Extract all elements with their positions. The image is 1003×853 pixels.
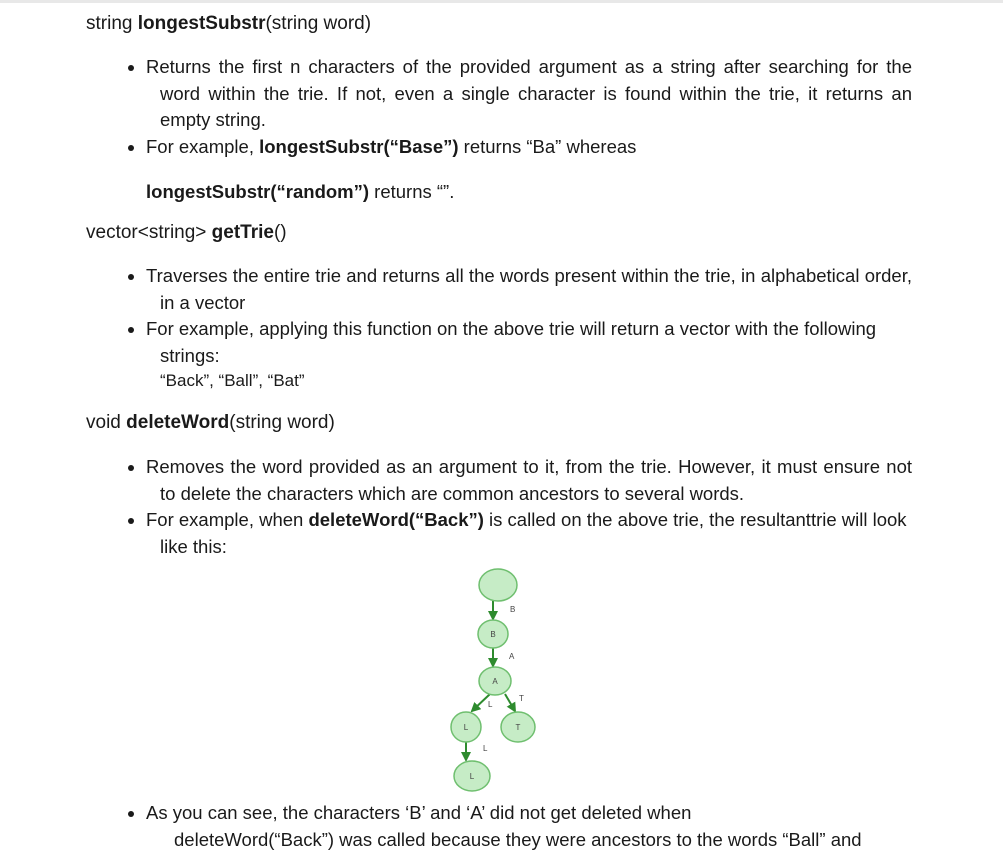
string-list: “Back”, “Ball”, “Bat” bbox=[160, 371, 305, 390]
return-type: string bbox=[86, 13, 138, 34]
trie-edge bbox=[505, 694, 515, 711]
bullet-text: Returns the first n characters of the provided argument as a string after searching for the word within the trie. If not, even a single character is found within the trie, it returns an empty string. bbox=[146, 56, 912, 130]
bullet-text: As you can see, the characters ‘B’ and ‘A’ did not get deleted when deleteWord(“Back”) was called because they were ancestors to the words “Ball” and bbox=[146, 802, 862, 850]
bullet-text: Removes the word provided as an argument to it, from the trie. However, it must ensure not to delete the characters which are common ancestors to several words. bbox=[146, 456, 912, 504]
code-example: deleteWord(“Back”) bbox=[308, 509, 484, 530]
trie-node-label: A bbox=[492, 677, 498, 686]
function-name: getTrie bbox=[211, 222, 274, 243]
code-example: longestSubstr(“Base”) bbox=[259, 136, 459, 157]
return-type: vector<string> bbox=[86, 222, 212, 243]
code-example: longestSubstr(“random”) bbox=[146, 181, 370, 202]
trie-edge-label: L bbox=[483, 744, 488, 753]
trie-node-label: L bbox=[463, 723, 469, 732]
trie-edge-label: B bbox=[510, 605, 516, 614]
parameters: (string word) bbox=[229, 412, 335, 433]
trie-edge-label: L bbox=[488, 700, 493, 709]
bullet-dot-icon bbox=[128, 811, 134, 817]
trie-edge-label: T bbox=[519, 694, 524, 703]
parameters: () bbox=[273, 222, 287, 243]
return-type: void bbox=[86, 412, 127, 433]
function-name: longestSubstr bbox=[137, 13, 266, 34]
trie-node-label: L bbox=[469, 772, 475, 781]
bullet-text: For example, applying this function on the above trie will return a vector with the following strings: bbox=[146, 318, 877, 366]
function-name: deleteWord bbox=[126, 412, 230, 433]
trie-edge-label: A bbox=[509, 652, 515, 661]
trie-node-label: B bbox=[490, 630, 496, 639]
example-line: longestSubstr(“random”) returns “”. bbox=[146, 181, 455, 202]
parameters: (string word) bbox=[265, 13, 372, 34]
trie-node bbox=[479, 569, 517, 601]
bullet-text: For example, longestSubstr(“Base”) returns “Ba” whereas bbox=[146, 136, 637, 157]
bullet-text: For example, when deleteWord(“Back”) is called on the above trie, the resultanttrie will look like this: bbox=[146, 509, 907, 557]
bullet-text: Traverses the entire trie and returns all the words present within the trie, in alphabetical order, in a vector bbox=[146, 265, 912, 313]
trie-node-label: T bbox=[515, 723, 521, 732]
